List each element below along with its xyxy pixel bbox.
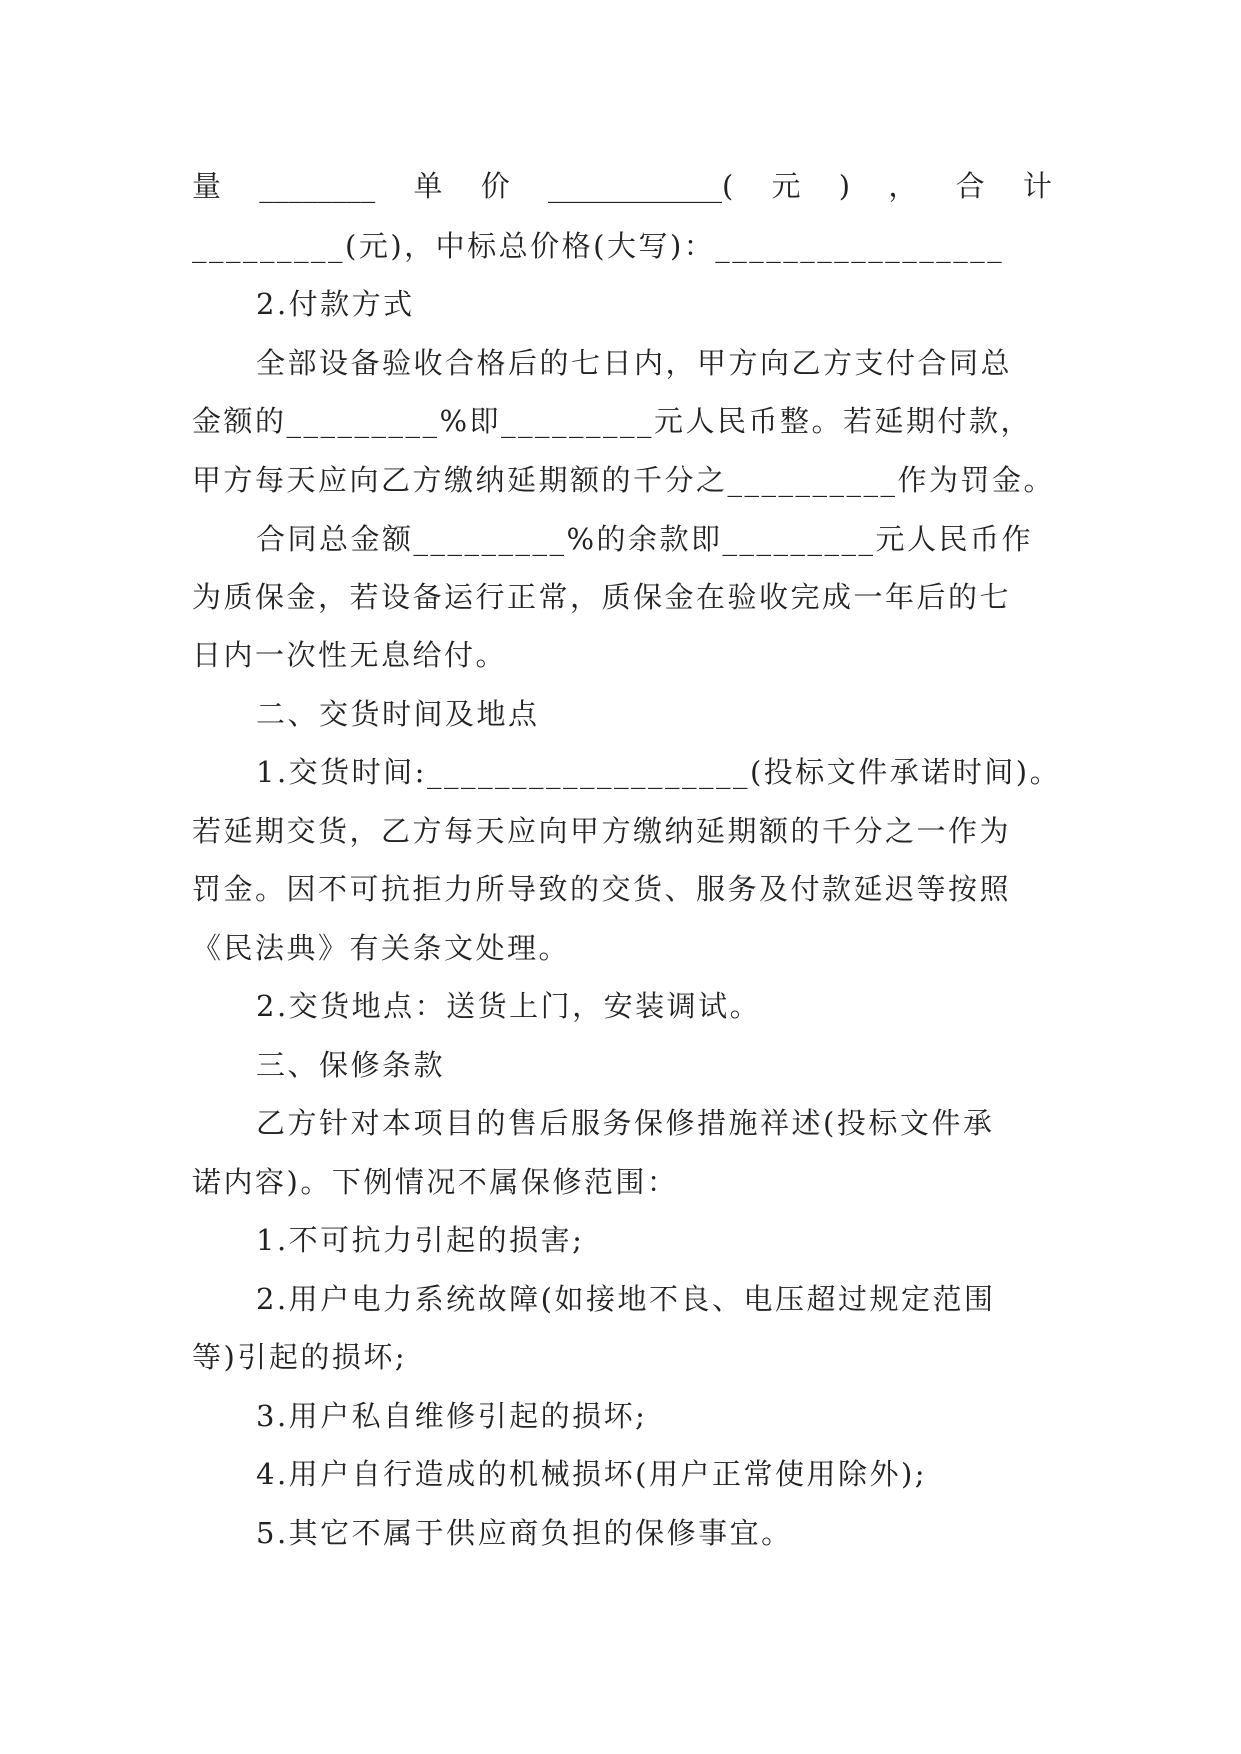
section-heading-delivery: 二、交货时间及地点 — [256, 697, 540, 731]
paragraph-line: 日内一次性无息给付。 — [192, 638, 508, 672]
text-fragment: 量 — [192, 169, 222, 203]
paragraph-line: 乙方针对本项目的售后服务保修措施祥述(投标文件承 — [256, 1106, 995, 1140]
paragraph-line: 2.交货地点：送货上门，安装调试。 — [256, 989, 762, 1023]
text-fragment: 计 — [1022, 169, 1052, 203]
paragraph-line: 1.交货时间:___________________(投标文件承诺时间)。 — [256, 755, 1062, 789]
blank-field: ________ — [259, 169, 376, 203]
text-fragment: 元 — [771, 169, 801, 203]
text-line: _________(元)，中标总价格(大写)：_________________ — [192, 229, 1005, 263]
list-item: 4.用户自行造成的机械损坏(用户正常使用除外); — [256, 1457, 928, 1491]
paragraph-line: 诺内容)。下例情况不属保修范围： — [192, 1165, 679, 1199]
list-item: 3.用户私自维修引起的损坏; — [256, 1399, 648, 1433]
text-fragment: 单 — [413, 169, 443, 203]
paragraph-line: 为质保金，若设备运行正常，质保金在验收完成一年后的七 — [192, 580, 1012, 614]
list-item: 2.用户电力系统故障(如接地不良、电压超过规定范围 — [256, 1282, 996, 1316]
paragraph-line: 罚金。因不可抗拒力所导致的交货、服务及付款延迟等按照 — [192, 872, 1012, 906]
blank-field: ____________( — [547, 169, 734, 203]
text-fragment: 合 — [955, 169, 985, 203]
paragraph-line: 金额的_________%即_________元人民币整。若延期付款， — [192, 404, 1033, 438]
section-heading-warranty: 三、保修条款 — [256, 1048, 446, 1082]
paragraph-line: 合同总金额_________%的余款即_________元人民币作 — [256, 522, 1034, 556]
list-item: 1.不可抗力引起的损害; — [256, 1223, 585, 1257]
paragraph-line: 《民法典》有关条文处理。 — [192, 931, 571, 965]
list-item: 5.其它不属于供应商负担的保修事宜。 — [256, 1516, 793, 1550]
paragraph-line: 若延期交货，乙方每天应向甲方缴纳延期额的千分之一作为 — [192, 814, 1012, 848]
paragraph-line: 全部设备验收合格后的七日内，甲方向乙方支付合同总 — [256, 346, 1013, 380]
list-item-continuation: 等)引起的损坏; — [192, 1340, 408, 1374]
paragraph-line: 甲方每天应向乙方缴纳延期额的千分之__________作为罚金。 — [192, 463, 1056, 497]
text-line-price-row — [192, 166, 1052, 206]
text-fragment: ) — [838, 169, 851, 203]
text-fragment: 价 — [480, 169, 510, 203]
text-fragment: ， — [888, 169, 918, 203]
section-heading-payment: 2.付款方式 — [256, 287, 415, 321]
